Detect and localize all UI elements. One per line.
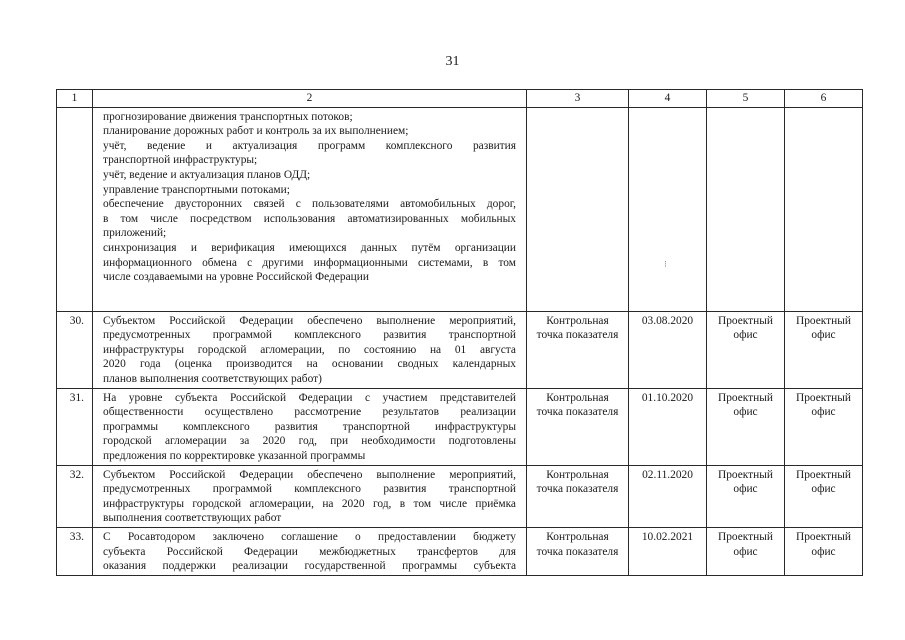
table-row [57,388,863,465]
row-confirming-line1: Проектный [795,530,852,543]
row-number: 30. [57,311,93,388]
continuation-type-cell [527,107,629,311]
description-line: С Росавтодором заключено соглашение о предоставлении бюджету [103,530,516,543]
row-type-line2: точка показателя [536,329,619,342]
column-header-2: 2 [93,90,527,108]
description-line: 2020 года (оценка производится на основании сводных календарных [103,358,516,371]
column-header-5: 5 [707,90,785,108]
row-responsible-line1: Проектный [717,468,774,481]
row-date: 02.11.2020 [629,465,707,527]
row-responsible [707,311,785,388]
row-responsible-line1: Проектный [717,391,774,404]
row-type [527,311,629,388]
row-confirming-line2: офис [811,329,836,342]
description-line: программы комплексного развития транспортной инфраструктуры [103,420,516,433]
description-line: управление транспортными потоками; [103,183,290,196]
description-line: выполнения соответствующих работ [103,512,282,525]
description-line: Субъектом Российской Федерации обеспечено выполнение мероприятий, [103,314,516,327]
row-description [93,465,527,527]
description-line: информационного обмена с другими информационными системами, в том [103,256,516,269]
table-row [57,527,863,575]
description-line: прогнозирование движения транспортных потоков; [103,110,353,123]
row-type-line2: точка показателя [536,545,619,558]
description-line: учёт, ведение и актуализация программ комплексного развития [103,139,516,152]
continuation-date-cell [629,107,707,311]
description-line: планирование дорожных работ и контроль за их выполнением; [103,125,409,138]
row-date: 03.08.2020 [629,311,707,388]
continuation-num-cell [57,107,93,311]
description-line: оказания поддержки реализации государственной программы субъекта [103,560,516,573]
row-date: 01.10.2020 [629,388,707,465]
row-type-line1: Контрольная [546,468,609,481]
continuation-row [57,107,863,311]
description-line: общественности осуществлено рассмотрение результатов реализации [103,406,516,419]
row-type [527,465,629,527]
description-line: учёт, ведение и актуализация планов ОДД; [103,168,311,181]
continuation-description [93,107,527,311]
description-line: транспортной инфраструктуры; [103,154,258,167]
row-description [93,311,527,388]
column-header-4: 4 [629,90,707,108]
description-line: инфраструктуры городской агломерации, на 2020 год, в том числе приёмка [103,497,516,510]
row-confirming [785,465,863,527]
row-type [527,527,629,575]
continuation-resp2-cell [785,107,863,311]
row-confirming-line1: Проектный [795,314,852,327]
row-responsible [707,388,785,465]
scan-mark: ⁝ [664,259,667,269]
row-responsible [707,465,785,527]
row-responsible-line1: Проектный [717,530,774,543]
row-number: 33. [57,527,93,575]
row-confirming-line2: офис [811,483,836,496]
table-row [57,311,863,388]
description-line: в том числе посредством использования автоматизированных мобильных [103,212,516,225]
row-date: 10.02.2021 [629,527,707,575]
column-header-6: 6 [785,90,863,108]
column-header-1: 1 [57,90,93,108]
row-type-line2: точка показателя [536,406,619,419]
description-line: На уровне субъекта Российской Федерации с участием представителей [103,391,516,404]
roadmap-table [56,89,863,576]
row-type-line2: точка показателя [536,483,619,496]
row-number: 32. [57,465,93,527]
row-confirming [785,527,863,575]
description-line: планов выполнения соответствующих работ) [103,372,322,385]
row-confirming-line1: Проектный [795,391,852,404]
description-line: инфраструктуры городской агломерации, по состоянию на 01 августа [103,343,516,356]
description-line: синхронизация и верификация имеющихся данных путём организации [103,241,516,254]
row-confirming [785,388,863,465]
row-type [527,388,629,465]
row-description [93,527,527,575]
row-responsible [707,527,785,575]
row-type-line1: Контрольная [546,314,609,327]
description-line: предусмотренных программой комплексного развития транспортной [103,483,516,496]
column-header-3: 3 [527,90,629,108]
row-number: 31. [57,388,93,465]
row-description [93,388,527,465]
row-confirming-line1: Проектный [795,468,852,481]
description-line: обеспечение двусторонних связей с пользователями автомобильных дорог, [103,198,516,211]
description-line: числе создаваемыми на уровне Российской Федерации [103,271,369,284]
row-confirming [785,311,863,388]
row-confirming-line2: офис [811,545,836,558]
row-responsible-line2: офис [733,483,758,496]
row-responsible-line1: Проектный [717,314,774,327]
row-responsible-line2: офис [733,329,758,342]
row-type-line1: Контрольная [546,530,609,543]
description-line: предусмотренных программой комплексного развития транспортной [103,329,516,342]
continuation-resp-cell [707,107,785,311]
description-line: городской агломерации за 2020 год, при необходимости подготовлены [103,435,516,448]
row-type-line1: Контрольная [546,391,609,404]
row-responsible-line2: офис [733,406,758,419]
description-line: приложений; [103,227,167,240]
description-line: предложения по корректировке указанной программы [103,449,366,462]
page-number: 31 [445,54,460,69]
description-line: субъекта Российской Федерации межбюджетных трансфертов для [103,545,516,558]
description-line: Субъектом Российской Федерации обеспечено выполнение мероприятий, [103,468,516,481]
row-responsible-line2: офис [733,545,758,558]
header-row [57,90,863,108]
table-row [57,465,863,527]
row-confirming-line2: офис [811,406,836,419]
